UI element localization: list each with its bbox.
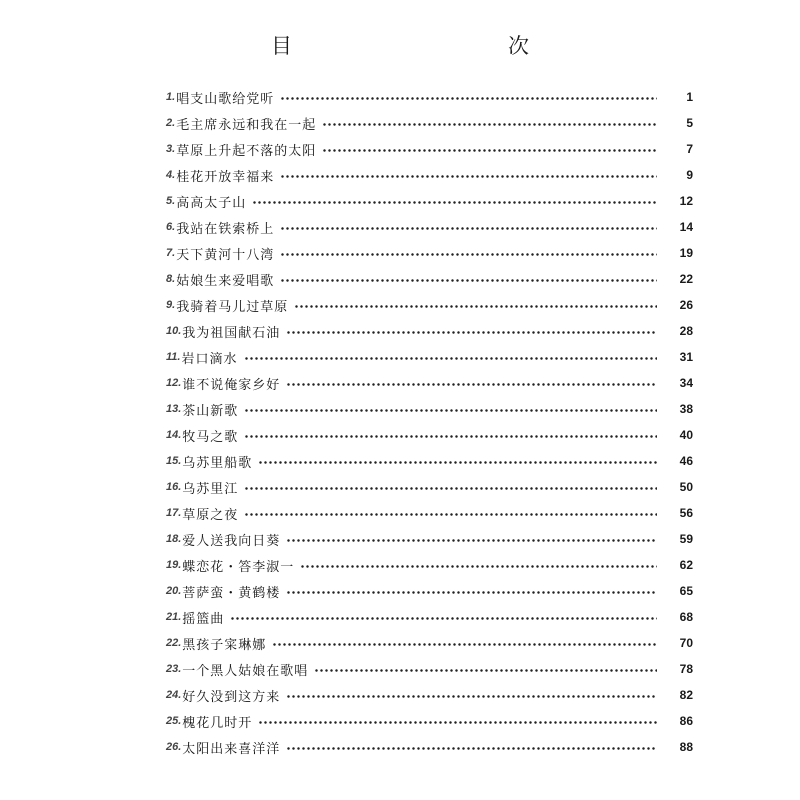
entry-number: 17.	[166, 507, 182, 519]
dot-leader	[244, 409, 657, 412]
toc-entry[interactable]	[166, 552, 693, 578]
entry-title: 我骑着马儿过草原	[176, 299, 289, 315]
toc-entry[interactable]	[166, 136, 693, 162]
entry-page-number: 62	[679, 558, 693, 572]
entry-page-number: 50	[679, 480, 693, 494]
entry-number: 19.	[166, 559, 182, 571]
entry-page-number: 59	[679, 532, 693, 546]
entry-title: 黑孩子寀琳娜	[182, 637, 267, 653]
dot-leader	[280, 97, 657, 100]
toc-entry[interactable]	[166, 422, 693, 448]
toc-entry[interactable]	[166, 318, 693, 344]
entry-page-number: 28	[679, 324, 693, 338]
toc-list	[166, 84, 693, 760]
dot-leader	[286, 747, 657, 750]
entry-page-number: 38	[679, 402, 693, 416]
entry-number: 6.	[166, 221, 176, 233]
entry-page-number: 46	[679, 454, 693, 468]
dot-leader	[322, 149, 657, 152]
entry-title: 毛主席永远和我在一起	[176, 117, 317, 133]
entry-number: 3.	[166, 143, 176, 155]
entry-title: 谁不说俺家乡好	[182, 377, 281, 393]
dot-leader	[322, 123, 657, 126]
dot-leader	[286, 539, 657, 542]
dot-leader	[286, 331, 657, 334]
entry-number: 15.	[166, 455, 182, 467]
toc-entry[interactable]	[166, 370, 693, 396]
entry-page-number: 12	[679, 194, 693, 208]
dot-leader	[280, 175, 657, 178]
entry-page-number: 7	[686, 142, 693, 156]
entry-number: 12.	[166, 377, 182, 389]
entry-page-number: 19	[679, 246, 693, 260]
entry-page-number: 22	[679, 272, 693, 286]
entry-page-number: 88	[679, 740, 693, 754]
dot-leader	[258, 461, 657, 464]
entry-page-number: 34	[679, 376, 693, 390]
dot-leader	[230, 617, 657, 620]
toc-entry[interactable]	[166, 84, 693, 110]
entry-number: 22.	[166, 637, 182, 649]
toc-entry[interactable]	[166, 266, 693, 292]
entry-number: 20.	[166, 585, 182, 597]
entry-title: 高高太子山	[176, 195, 247, 211]
entry-title: 天下黄河十八湾	[176, 247, 275, 263]
entry-page-number: 68	[679, 610, 693, 624]
entry-title: 草原上升起不落的太阳	[176, 143, 317, 159]
toc-entry[interactable]	[166, 162, 693, 188]
dot-leader	[244, 487, 657, 490]
entry-number: 16.	[166, 481, 182, 493]
entry-page-number: 9	[686, 168, 693, 182]
entry-number: 9.	[166, 299, 176, 311]
entry-title: 蝶恋花・答李淑一	[182, 559, 295, 575]
toc-entry[interactable]	[166, 682, 693, 708]
toc-entry[interactable]	[166, 448, 693, 474]
entry-title: 爱人送我向日葵	[182, 533, 281, 549]
entry-number: 14.	[166, 429, 182, 441]
entry-title: 姑娘生来爱唱歌	[176, 273, 275, 289]
entry-title: 乌苏里江	[182, 481, 239, 497]
toc-entry[interactable]	[166, 214, 693, 240]
toc-entry[interactable]	[166, 396, 693, 422]
toc-entry[interactable]	[166, 188, 693, 214]
entry-title: 菩萨蛮・黄鹤楼	[182, 585, 281, 601]
dot-leader	[244, 357, 658, 360]
entry-number: 13.	[166, 403, 182, 415]
page-title: 目 次	[271, 34, 587, 58]
entry-title: 槐花几时开	[182, 715, 253, 731]
toc-entry[interactable]	[166, 240, 693, 266]
dot-leader	[280, 227, 657, 230]
entry-title: 太阳出来喜洋洋	[182, 741, 281, 757]
entry-page-number: 1	[686, 90, 693, 104]
dot-leader	[286, 695, 657, 698]
entry-page-number: 86	[679, 714, 693, 728]
entry-number: 10.	[166, 325, 182, 337]
entry-title: 桂花开放幸福来	[176, 169, 275, 185]
dot-leader	[286, 383, 657, 386]
toc-entry[interactable]	[166, 344, 693, 370]
entry-title: 摇篮曲	[182, 611, 225, 627]
entry-page-number: 26	[679, 298, 693, 312]
toc-entry[interactable]	[166, 526, 693, 552]
toc-entry[interactable]	[166, 708, 693, 734]
entry-number: 25.	[166, 715, 182, 727]
entry-number: 24.	[166, 689, 182, 701]
toc-entry[interactable]	[166, 734, 693, 760]
toc-entry[interactable]	[166, 630, 693, 656]
entry-page-number: 56	[679, 506, 693, 520]
entry-number: 1.	[166, 91, 176, 103]
entry-number: 4.	[166, 169, 176, 181]
entry-title: 乌苏里船歌	[182, 455, 253, 471]
entry-page-number: 14	[679, 220, 693, 234]
dot-leader	[314, 669, 657, 672]
dot-leader	[258, 721, 657, 724]
dot-leader	[280, 253, 657, 256]
entry-number: 2.	[166, 117, 176, 129]
entry-number: 23.	[166, 663, 182, 675]
entry-title: 一个黑人姑娘在歌唱	[182, 663, 309, 679]
entry-number: 21.	[166, 611, 182, 623]
dot-leader	[244, 513, 657, 516]
entry-page-number: 31	[679, 350, 693, 364]
entry-number: 11.	[166, 351, 181, 363]
toc-entry[interactable]	[166, 110, 693, 136]
entry-title: 我站在铁索桥上	[176, 221, 275, 237]
dot-leader	[280, 279, 657, 282]
entry-number: 26.	[166, 741, 182, 753]
entry-page-number: 82	[679, 688, 693, 702]
entry-number: 5.	[166, 195, 176, 207]
entry-title: 我为祖国献石油	[182, 325, 281, 341]
dot-leader	[286, 591, 657, 594]
entry-number: 18.	[166, 533, 182, 545]
entry-title: 茶山新歌	[182, 403, 239, 419]
toc-entry[interactable]	[166, 474, 693, 500]
toc-entry[interactable]	[166, 292, 693, 318]
dot-leader	[244, 435, 657, 438]
entry-title: 牧马之歌	[182, 429, 239, 445]
entry-title: 岩口滴水	[181, 351, 238, 367]
toc-entry[interactable]	[166, 578, 693, 604]
dot-leader	[252, 201, 657, 204]
entry-page-number: 78	[679, 662, 693, 676]
entry-number: 8.	[166, 273, 176, 285]
toc-entry[interactable]	[166, 604, 693, 630]
entry-page-number: 70	[679, 636, 693, 650]
toc-entry[interactable]	[166, 656, 693, 682]
entry-page-number: 5	[686, 116, 693, 130]
entry-title: 唱支山歌给党听	[176, 91, 275, 107]
entry-number: 7.	[166, 247, 176, 259]
dot-leader	[294, 305, 657, 308]
toc-entry[interactable]	[166, 500, 693, 526]
dot-leader	[300, 565, 657, 568]
entry-title: 好久没到这方来	[182, 689, 281, 705]
entry-page-number: 40	[679, 428, 693, 442]
dot-leader	[272, 643, 657, 646]
entry-title: 草原之夜	[182, 507, 239, 523]
entry-page-number: 65	[679, 584, 693, 598]
